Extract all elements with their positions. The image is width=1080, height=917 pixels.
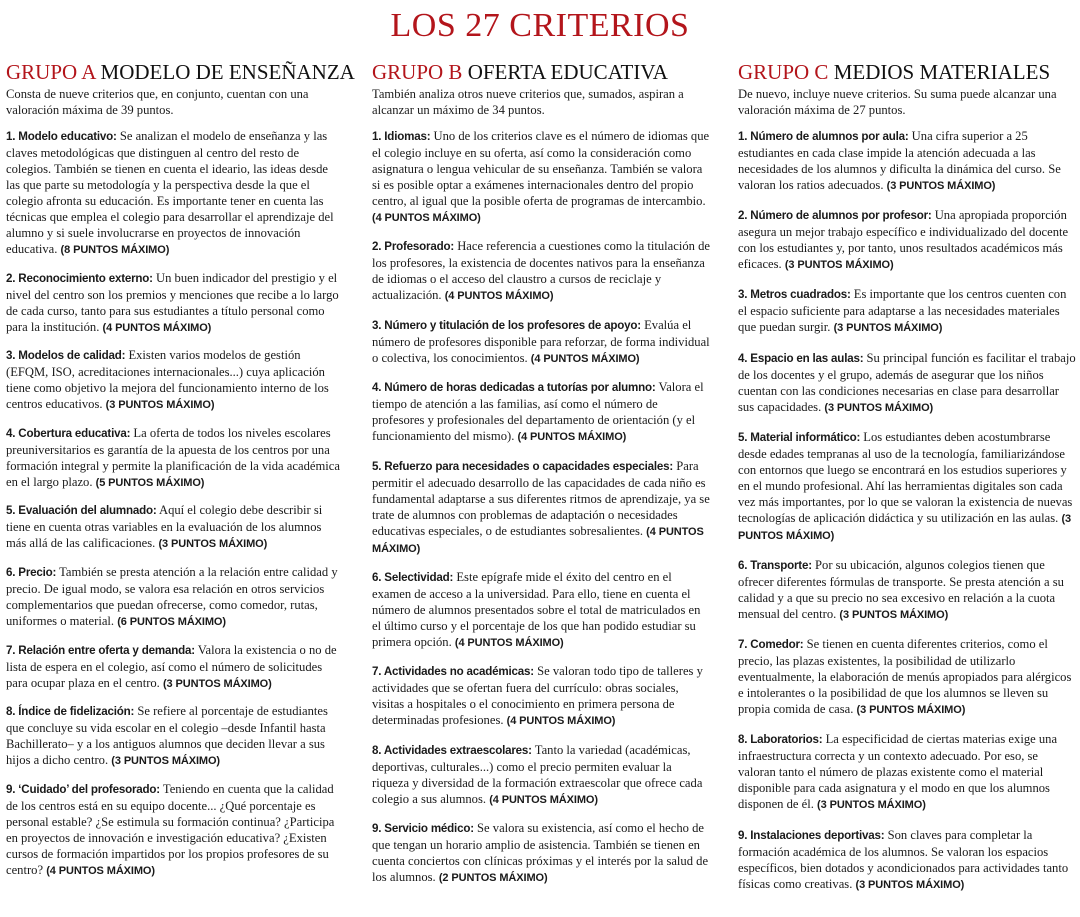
criterion-text: Teniendo en cuenta que la calidad de los centros está en su equipo docente... ¿Qué porcentaje es personal estable? ¿Se estimula su formación continua? ¿Participa en proyectos de innovación e investigación educativa? ¿Existen cursos de formación impartidos por los propios profesores de su centro? bbox=[6, 781, 335, 877]
criterion-points: (3 PUNTOS MÁXIMO) bbox=[158, 538, 268, 551]
criterion-text: Hace referencia a cuestiones como la titulación de los profesores, la existencia de docentes nativos para la enseñanza de idiomas o el acceso del claustro a cursos de reciclaje y actualización. bbox=[372, 239, 710, 303]
group-column-a bbox=[6, 60, 355, 890]
group-intro: Consta de nueve criterios que, en conjunto, cuentan con una valoración máxima de 39 puntos. bbox=[6, 87, 309, 117]
criterion-points: (6 PUNTOS MÁXIMO) bbox=[117, 615, 226, 628]
criterion-text: Valora el tiempo de atención a las familias, así como el número de profesores y profesionales del departamento de orientación (y el funcionamiento del mismo). bbox=[372, 380, 704, 444]
criterion-title: 2. Profesorado: bbox=[372, 240, 455, 254]
criterion bbox=[738, 128, 1076, 194]
criterion-points: (4 PUNTOS MÁXIMO) bbox=[489, 793, 598, 806]
criterion-title: 8. Índice de fidelización: bbox=[6, 705, 135, 719]
criterion bbox=[372, 820, 710, 886]
criterion-title: 1. Número de alumnos por aula: bbox=[738, 130, 909, 143]
criterion-text: Una cifra superior a 25 estudiantes en cada clase impide la atención adecuada a las necesidades de los alumnos y dificulta la dinámica del curso. Se valoran los ratios adecuados. bbox=[738, 129, 1061, 192]
criterion-points: (3 PUNTOS MÁXIMO) bbox=[856, 704, 966, 717]
criterion bbox=[6, 564, 344, 630]
group-name: MEDIOS MATERIALES bbox=[833, 60, 1051, 84]
group-heading bbox=[372, 60, 710, 84]
criterion-title: 6. Transporte: bbox=[738, 558, 812, 572]
criterion-title: 7. Relación entre oferta y demanda: bbox=[6, 643, 195, 657]
criterion bbox=[6, 703, 344, 769]
criterion-title: 6. Selectividad: bbox=[372, 570, 454, 584]
criterion-text: Aquí el colegio debe describir si tiene en cuenta otras variables en la evaluación de los alumnos más allá de las calificaciones. bbox=[6, 503, 323, 551]
criterion-title: 3. Número y titulación de los profesores de apoyo: bbox=[372, 318, 641, 332]
criterion-text: Uno de los criterios clave es el número de idiomas que el colegio incluye en su oferta, así como la consideración como asignatura o lengua vehicular de su enseñanza. También se valora si es posible optar a exámenes internacionales dentro del propio centro, al igual que la posible oferta de programas de intercambio. bbox=[372, 129, 710, 208]
group-column-c bbox=[738, 60, 1076, 906]
group-tag: GRUPO B bbox=[372, 60, 463, 84]
criterion-title: 7. Comedor: bbox=[738, 638, 804, 652]
criterion-title: 5. Material informático: bbox=[738, 430, 861, 444]
criterion-title: 8. Laboratorios: bbox=[738, 733, 823, 747]
criterion-title: 9. Servicio médico: bbox=[372, 822, 474, 836]
criterion-points: (3 PUNTOS MÁXIMO) bbox=[839, 608, 949, 621]
criterion-text: Se valora su existencia, así como el hecho de que tengan un horario amplio de asistencia. También se tienen en cuenta conciertos con clínicas próximas y el interés por la salud de los alumnos. bbox=[372, 821, 709, 885]
group-tag: GRUPO C bbox=[738, 60, 829, 84]
criterion-text: También se presta atención a la relación entre calidad y precio. De igual modo, se valora esa relación en otros servicios complementarios que puedan ofrecerse, como comedor, rutas, uniformes o material. bbox=[6, 564, 338, 628]
group-intro: De nuevo, incluye nueve criterios. Su suma puede alcanzar una valoración máxima de 27 puntos. bbox=[738, 87, 1057, 117]
criterion-points: (4 PUNTOS MÁXIMO) bbox=[506, 715, 616, 728]
criterion-text: La oferta de todos los niveles escolares preuniversitarios es garantía de la apuesta de los centros por una formación integral y permite la planificación de la vida académica en el largo plazo. bbox=[6, 425, 340, 489]
criterion bbox=[738, 350, 1076, 416]
criterion-text: Se analizan el modelo de enseñanza y las claves metodológicas que distinguen al centro del resto de colegios. También se tienen en cuenta el ideario, las ideas desde las que parte su metodología y la perspectiva desde la que el colegio afronta su educación. Es importante tener en cuenta las técnicas que emplea el colegio para desarrollar el aprendizaje del alumno y si suele involucrarse en proyectos de innovación educativa. bbox=[6, 129, 334, 256]
criterion-points: (4 PUNTOS MÁXIMO) bbox=[102, 321, 212, 334]
criterion-text: Valora la existencia o no de lista de espera en el colegio, así como el número de solicitudes para ocupar plaza en el centro. bbox=[6, 642, 337, 690]
criterion-points: (3 PUNTOS MÁXIMO) bbox=[162, 677, 272, 690]
criterion-points: (3 PUNTOS MÁXIMO) bbox=[833, 322, 943, 335]
group-heading bbox=[738, 60, 1076, 84]
criterion-text: Este epígrafe mide el éxito del centro en el examen de acceso a la universidad. Para ello, tiene en cuenta el número de alumnos presentados sobre el total de matriculados en el último curso y el porcentaje de los que han podido estudiar su primera opción. bbox=[372, 569, 701, 649]
criterion-points: (2 PUNTOS MÁXIMO) bbox=[438, 872, 548, 885]
criterion bbox=[372, 569, 710, 651]
criterion-points: (4 PUNTOS MÁXIMO) bbox=[372, 525, 704, 555]
criterion bbox=[738, 429, 1076, 544]
criterion-text: Para permitir el adecuado desarrollo de las capacidades de cada niño es fundamental adaptarse a sus diferentes ritmos de aprendizaje, ya se trate de alumnos con problemas de adaptación o necesidades educativas especiales, o de estudiantes sobresalientes. bbox=[372, 458, 710, 538]
criterion bbox=[738, 731, 1076, 813]
criterion-text: Existen varios modelos de gestión (EFQM, ISO, acreditaciones internacionales...) cuya aplicación tiene como objetivo la mejora del funcionamiento interno de los centros educativos. bbox=[6, 348, 329, 412]
criterion bbox=[6, 128, 344, 258]
criterion bbox=[738, 207, 1076, 273]
criterion bbox=[6, 270, 344, 336]
criterion-points: (3 PUNTOS MÁXIMO) bbox=[886, 180, 996, 192]
criterion-title: 2. Reconocimiento externo: bbox=[6, 271, 153, 285]
criterion-text: Evalúa el número de profesores disponible para reforzar, de forma individual o colectiva, los conocimientos. bbox=[372, 317, 710, 365]
criterion-points: (8 PUNTOS MÁXIMO) bbox=[60, 244, 170, 256]
criterion bbox=[372, 379, 710, 445]
group-column-b bbox=[372, 60, 710, 899]
criterion bbox=[738, 286, 1076, 336]
criterion-title: 4. Número de horas dedicadas a tutorías por alumno: bbox=[372, 381, 656, 395]
criterion bbox=[372, 128, 710, 226]
criterion bbox=[6, 781, 344, 879]
criterion-text: Tanto la variedad (académicas, deportivas, culturales...) como el precio permiten evaluar la riqueza y diversidad de la formación extraescolar que ofrece cada colegio a sus alumnos. bbox=[372, 742, 703, 806]
criterion-text: Por su ubicación, algunos colegios tienen que ofrecer diferentes fórmulas de transporte. Se presta atención a su calidad y a que su precio no sea excesivo en relación a la cuota mensual del centro. bbox=[738, 557, 1064, 621]
criterion-title: 1. Idiomas: bbox=[372, 130, 431, 143]
criterion-title: 7. Actividades no académicas: bbox=[372, 665, 534, 679]
group-name: MODELO DE ENSEÑANZA bbox=[100, 60, 355, 84]
criterion bbox=[372, 238, 710, 304]
criterion-points: (3 PUNTOS MÁXIMO) bbox=[111, 755, 220, 768]
criterion-title: 3. Metros cuadrados: bbox=[738, 288, 851, 302]
criterion-title: 2. Número de alumnos por profesor: bbox=[738, 209, 932, 223]
criterion-title: 5. Evaluación del alumnado: bbox=[6, 504, 157, 518]
criterion bbox=[6, 425, 344, 491]
group-intro: También analiza otros nueve criterios que, sumados, aspiran a alcanzar un máximo de 34 puntos. bbox=[372, 87, 684, 117]
criterion bbox=[738, 557, 1076, 623]
criterion bbox=[6, 502, 344, 552]
criterion bbox=[372, 458, 710, 557]
criterion-text: Son claves para completar la formación académica de los alumnos. Se valoran los espacios específicos, bien dotados y acondicionados para actividades tanto físicas como creativas. bbox=[738, 827, 1069, 891]
criterion-title: 3. Modelos de calidad: bbox=[6, 349, 126, 363]
criterion-title: 4. Espacio en las aulas: bbox=[738, 351, 864, 365]
criterion-text: Una apropiada proporción asegura un mejor trabajo específico e individualizado del docente con los estudiantes y, por tanto, unos resultados académicos más eficaces. bbox=[738, 208, 1069, 272]
criterion-points: (4 PUNTOS MÁXIMO) bbox=[372, 212, 481, 224]
criterion-points: (3 PUNTOS MÁXIMO) bbox=[738, 512, 1072, 542]
criterion-text: Un buen indicador del prestigio y el nivel del centro son los premios y menciones que recibe a lo largo de cada curso, tanto para sus estudiantes a título personal como para la institución. bbox=[6, 270, 339, 334]
group-name: OFERTA EDUCATIVA bbox=[467, 60, 668, 84]
criterion-title: 6. Precio: bbox=[6, 565, 57, 579]
criterion-points: (4 PUNTOS MÁXIMO) bbox=[454, 636, 564, 649]
criterion bbox=[372, 663, 710, 729]
criterion-points: (3 PUNTOS MÁXIMO) bbox=[784, 259, 894, 272]
criterion-text: La especificidad de ciertas materias exige una infraestructura correcta y un contexto adecuado. Por eso, se valoran tanto el número de plazas existente como el material disponible para cada asignatura y el modo en que los alumnos disponen de él. bbox=[738, 732, 1058, 812]
criterion-points: (3 PUNTOS MÁXIMO) bbox=[855, 878, 965, 891]
criterion-points: (3 PUNTOS MÁXIMO) bbox=[105, 399, 215, 412]
criterion-points: (4 PUNTOS MÁXIMO) bbox=[530, 352, 640, 365]
criterion bbox=[738, 636, 1076, 718]
criterion-text: Se refiere al porcentaje de estudiantes que concluye su vida escolar en el colegio –desde Infantil hasta Bachillerato– y a los antiguos alumnos que deciden llevar a sus hijos a dicho centro. bbox=[6, 704, 328, 768]
criterion-points: (3 PUNTOS MÁXIMO) bbox=[817, 799, 926, 812]
criterion-title: 8. Actividades extraescolares: bbox=[372, 743, 532, 757]
criterion-text: Su principal función es facilitar el trabajo de los docentes y el grupo, además de asegurar que los niños cuentan con las condiciones necesarias en clase para desarrollar sus capacidades. bbox=[738, 350, 1076, 414]
criterion-points: (4 PUNTOS MÁXIMO) bbox=[444, 290, 554, 303]
criterion-title: 9. Instalaciones deportivas: bbox=[738, 828, 885, 842]
criterion-points: (5 PUNTOS MÁXIMO) bbox=[95, 476, 205, 489]
criterion-points: (4 PUNTOS MÁXIMO) bbox=[46, 864, 155, 877]
criterion-title: 1. Modelo educativo: bbox=[6, 130, 117, 143]
criterion-text: Es importante que los centros cuenten con el espacio suficiente para adaptarse a las necesidades materiales que puedan surgir. bbox=[738, 287, 1067, 335]
criterion bbox=[738, 827, 1076, 893]
criterion bbox=[372, 742, 710, 808]
article-title: LOS 27 CRITERIOS bbox=[390, 7, 690, 44]
criterion-title: 5. Refuerzo para necesidades o capacidades especiales: bbox=[372, 459, 674, 473]
criterion-title: 4. Cobertura educativa: bbox=[6, 426, 131, 440]
criterion-text: Se valoran todo tipo de talleres y actividades que se ofertan fuera del currículo: obras sociales, visitas a hospitales o el conocimiento en primera persona de determinadas profesiones. bbox=[372, 664, 703, 728]
group-tag: GRUPO A bbox=[6, 60, 96, 84]
criterion-points: (3 PUNTOS MÁXIMO) bbox=[824, 401, 934, 414]
criterion bbox=[372, 317, 710, 367]
criterion bbox=[6, 642, 344, 692]
criterion-text: Se tienen en cuenta diferentes criterios, como el precio, las plazas existentes, la posibilidad de utilizarlo eventualmente, la elaboración de menús apropiados para alérgicos e intolerantes o la posibilidad de que los alumnos se lleven su propia comida de casa. bbox=[738, 637, 1072, 717]
criterion-text: Los estudiantes deben acostumbrarse desde edades tempranas al uso de la tecnología, familiarizándose con entornos que luego se encontrará en los estudios superiores y en el mundo profesional. Ahí las herramientas digitales son cada vez más importantes, por lo que se valoran la existencia de nuevas tecnologías de aplicación didáctica y su utilización en las aulas. bbox=[738, 429, 1073, 525]
group-heading bbox=[6, 60, 355, 84]
criterion-points: (4 PUNTOS MÁXIMO) bbox=[517, 431, 627, 444]
criterion bbox=[6, 347, 344, 413]
criterion-title: 9. ‘Cuidado’ del profesorado: bbox=[6, 782, 160, 796]
